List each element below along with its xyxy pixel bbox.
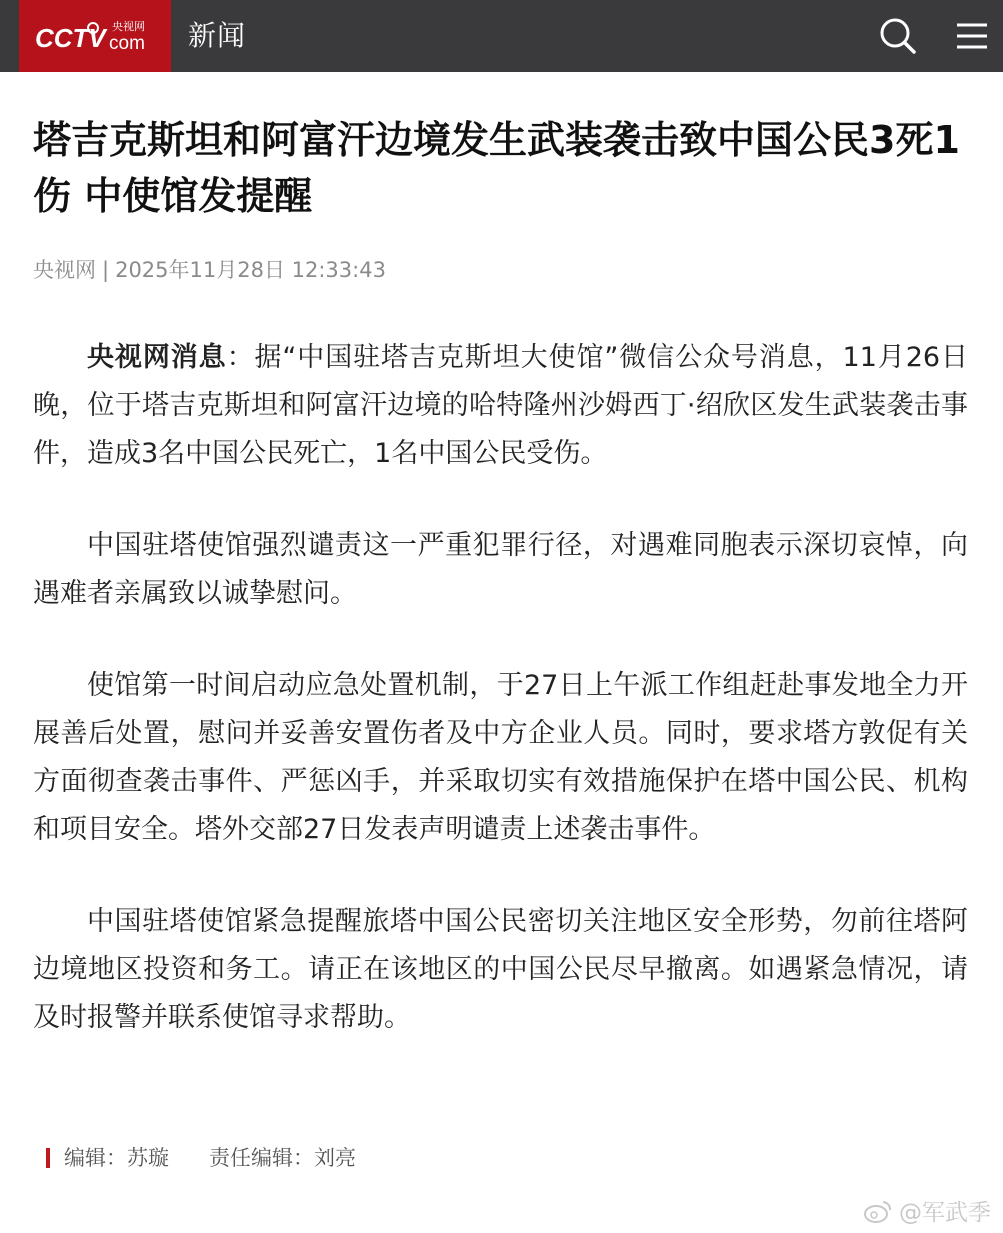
article-paragraph-1 <box>33 334 968 478</box>
paragraph-text: ：据“中国驻塔吉克斯坦大使馆”微信公众号消息，11月26日晚，位于塔吉克斯坦和阿富汗边境的哈特隆州沙姆西丁·绍欣区发生武装袭击事件，造成3名中国公民死亡，1名中国公民受伤。 <box>33 342 969 469</box>
paragraph-lead: 央视网消息 <box>87 342 227 373</box>
article-paragraph-4 <box>33 898 968 1042</box>
svg-text:央视网: 央视网 <box>112 20 145 33</box>
section-title[interactable]: 新闻 <box>188 19 247 52</box>
article-source: 央视网 <box>33 258 96 282</box>
cctv-logo-mark <box>33 16 157 56</box>
chief-editor-label: 责任编辑：刘亮 <box>209 1146 356 1170</box>
svg-text:CCTV: CCTV <box>35 23 106 53</box>
svg-text:com: com <box>109 33 145 54</box>
paragraph-text: 中国驻塔使馆强烈谴责这一严重犯罪行径，对遇难同胞表示深切哀悼，向遇难者亲属致以诚挚慰问。 <box>33 530 968 609</box>
article-body <box>33 334 968 1086</box>
article-meta <box>33 254 386 286</box>
paragraph-text: 使馆第一时间启动应急处置机制，于27日上午派工作组赶赴事发地全力开展善后处置，慰问并妥善安置伤者及中方企业人员。同时，要求塔方敦促有关方面彻查袭击事件、严惩凶手，并采取切实有效措施保护在塔中国公民、机构和项目安全。塔外交部27日发表声明谴责上述袭击事件。 <box>33 670 968 845</box>
top-navigation-bar <box>0 0 1003 72</box>
editor-accent-bar <box>46 1148 50 1168</box>
article-title: 塔吉克斯坦和阿富汗边境发生武装袭击致中国公民3死1伤 中使馆发提醒 <box>33 118 960 218</box>
watermark-text: @军武季 <box>899 1200 991 1226</box>
article-paragraph-2 <box>33 522 968 618</box>
article-paragraph-3 <box>33 662 968 854</box>
paragraph-text: 中国驻塔使馆紧急提醒旅塔中国公民密切关注地区安全形势，勿前往塔阿边境地区投资和务工。请正在该地区的中国公民尽早撤离。如遇紧急情况，请及时报警并联系使馆寻求帮助。 <box>33 906 968 1033</box>
editor-label: 编辑：苏璇 <box>64 1146 169 1170</box>
weibo-icon <box>863 1198 893 1224</box>
cctv-logo[interactable] <box>19 0 171 72</box>
search-icon[interactable] <box>878 16 918 56</box>
meta-separator: | <box>102 258 110 282</box>
menu-icon[interactable] <box>951 16 991 56</box>
editor-info <box>46 1141 356 1175</box>
weibo-watermark <box>863 1194 991 1227</box>
article-datetime: 2025年11月28日 12:33:43 <box>115 258 386 282</box>
